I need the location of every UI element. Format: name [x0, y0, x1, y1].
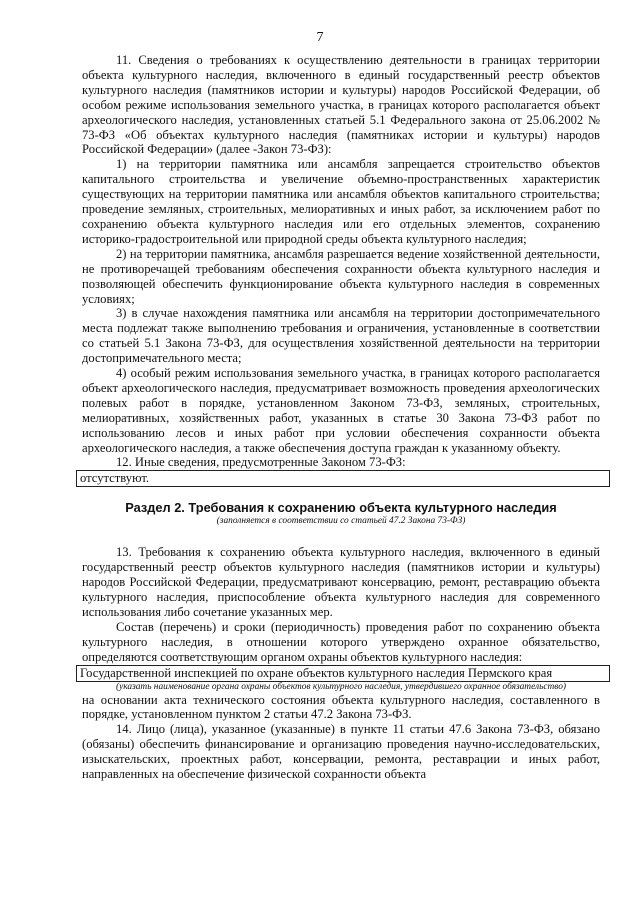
- page-number: 7: [316, 30, 324, 45]
- paragraph-11-item-2: 2) на территории памятника, ансамбля разрешается ведение хозяйственной деятельности, не противоречащей требованиям обеспечения сохранности объекта культурного наследия и позволяющей обеспечить функционирование объекта культурного наследия в современных условиях;: [82, 246, 600, 306]
- paragraph-11-item-4: 4) особый режим использования земельного участка, в границах которого располагается объект археологического наследия, предусматривает возможность проведения археологических полевых работ в порядке, установленном Законом 73-ФЗ, земляных, строительных, мелиоративных, хозяйственных работ, указанных в статье 30 Закона 73-ФЗ работ по использованию лесов и иных работ при условии обеспечения сохранности объекта археологического наследия, а также обеспечения доступа граждан к указанному объекту.: [82, 366, 600, 455]
- paragraph-12: 12. Иные сведения, предусмотренные Законом 73-ФЗ:: [116, 455, 406, 470]
- authority-note: (указать наименование органа охраны объектов культурного наследия, утвердившего охранное обязательство): [115, 681, 567, 692]
- document-body: [82, 53, 600, 782]
- paragraph-13: 13. Требования к сохранению объекта культурного наследия, включенного в единый государственный реестр объектов культурного наследия (памятников истории и культуры) народов Российской Федерации, предусматривают консервацию, ремонт, реставрацию объекта культурного наследия, приспособление объекта культурного наследия для современного использования либо сочетание указанных мер.: [82, 545, 600, 619]
- paragraph-13-basis: на основании акта технического состояния объекта культурного наследия, составленного в порядке, установленном пунктом 2 статьи 47.2 Закона 73-ФЗ.: [82, 692, 600, 722]
- spacer: [82, 527, 600, 545]
- paragraph-12-value-field: отсутствуют.: [76, 470, 610, 487]
- section-2-note: (заполняется в соответствии со статьей 47.2 Закона 73-ФЗ): [216, 516, 466, 527]
- paragraph-11-item-3: 3) в случае нахождения памятника или ансамбля на территории достопримечательного места подлежат также выполнению требования и ограничения, установленные в соответствии со статьей 5.1 Закона 73-ФЗ, для осуществления хозяйственной деятельности на территории достопримечательного места;: [82, 306, 600, 366]
- paragraph-11-item-1: 1) на территории памятника или ансамбля запрещается строительство объектов капитального строительства и увеличение объемно-пространственных характеристик существующих на территории памятника или ансамбля объектов капитального строительства; проведение земляных, строительных, мелиоративных и иных работ, за исключением работ по сохранению объекта культурного наследия или его отдельных элементов, сохранению историко-градостроительной или природной среды объекта культурного наследия;: [82, 157, 600, 246]
- authority-field: Государственной инспекцией по охране объектов культурного наследия Пермского края: [76, 665, 610, 682]
- paragraph-14: 14. Лицо (лица), указанное (указанные) в пункте 11 статьи 47.6 Закона 73-ФЗ, обязано (обязаны) обеспечить финансирование и организацию проведения научно-исследовательских, изыскательских, проектных работ, консервации, ремонта, реставрации и иных работ, направленных на обеспечение физической сохранности объекта: [82, 722, 600, 782]
- paragraph-11: 11. Сведения о требованиях к осуществлению деятельности в границах территории объекта культурного наследия, включенного в единый государственный реестр объектов культурного наследия (памятников истории и культуры) народов Российской Федерации, об особом режиме использования земельного участка, в границах которого располагается объект археологического наследия, установленных статьей 5.1 Федерального закона от 25.06.2002 № 73-ФЗ «Об объектах культурного наследия (памятниках истории и культуры) народов Российской Федерации» (далее -Закон 73-ФЗ):: [82, 53, 600, 157]
- paragraph-13-composition: Состав (перечень) и сроки (периодичность) проведения работ по сохранению объекта культурного наследия, в отношении которого утверждено охранное обязательство, определяются соответствующим органом охраны объектов культурного наследия:: [82, 619, 600, 664]
- section-2-title: Раздел 2. Требования к сохранению объекта культурного наследия: [125, 500, 557, 516]
